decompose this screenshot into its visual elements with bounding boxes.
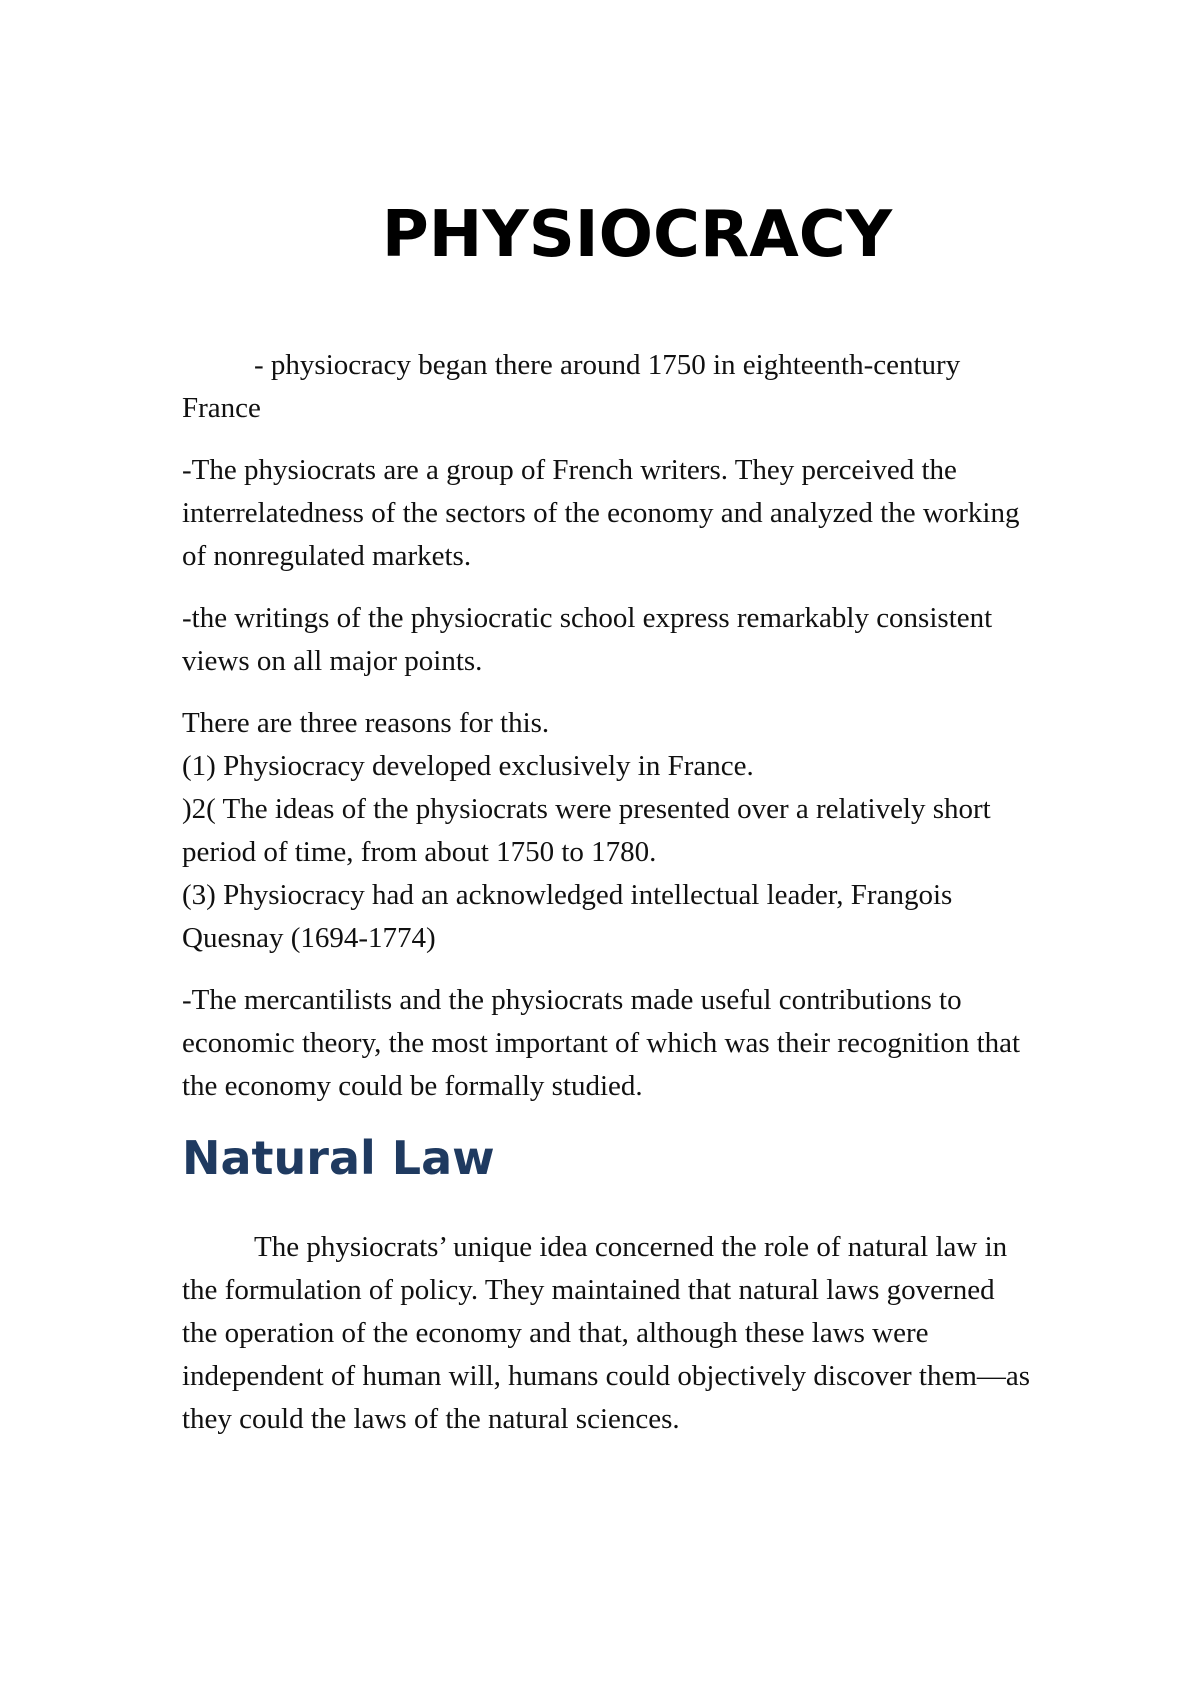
section-heading-natural-law: Natural Law [182, 1131, 495, 1185]
reasons-intro: There are three reasons for this. [182, 707, 550, 739]
paragraph-physiocrats: -The physiocrats are a group of French writers. They perceived the interrelatedness of the sectors of the economy and analyzed the working of nonregulated markets. [182, 454, 1020, 572]
reason-item-2: )2( The ideas of the physiocrats were presented over a relatively short period of time, from about 1750 to 1780. [182, 793, 991, 868]
document-title: PHYSIOCRACY [381, 198, 893, 272]
document-body [182, 190, 1032, 1460]
reasons-list [182, 702, 1032, 960]
reason-item-1: (1) Physiocracy developed exclusively in France. [182, 750, 754, 782]
paragraph-natural-law: The physiocrats’ unique idea concerned the role of natural law in the formulation of policy. They maintained that natural laws governed the operation of the economy and that, although these laws were independent of human will, humans could objectively discover them—as they could the laws of the natural sciences. [182, 1231, 1031, 1435]
paragraph-contributions: -The mercantilists and the physiocrats made useful contributions to economic theory, the most important of which was their recognition that the economy could be formally studied. [182, 984, 1021, 1102]
paragraph-origin: - physiocracy began there around 1750 in eighteenth-century France [182, 349, 961, 424]
reason-item-3: (3) Physiocracy had an acknowledged intellectual leader, Frangois Quesnay (1694-1774) [182, 879, 953, 954]
paragraph-writings: -the writings of the physiocratic school express remarkably consistent views on all major points. [182, 602, 993, 677]
